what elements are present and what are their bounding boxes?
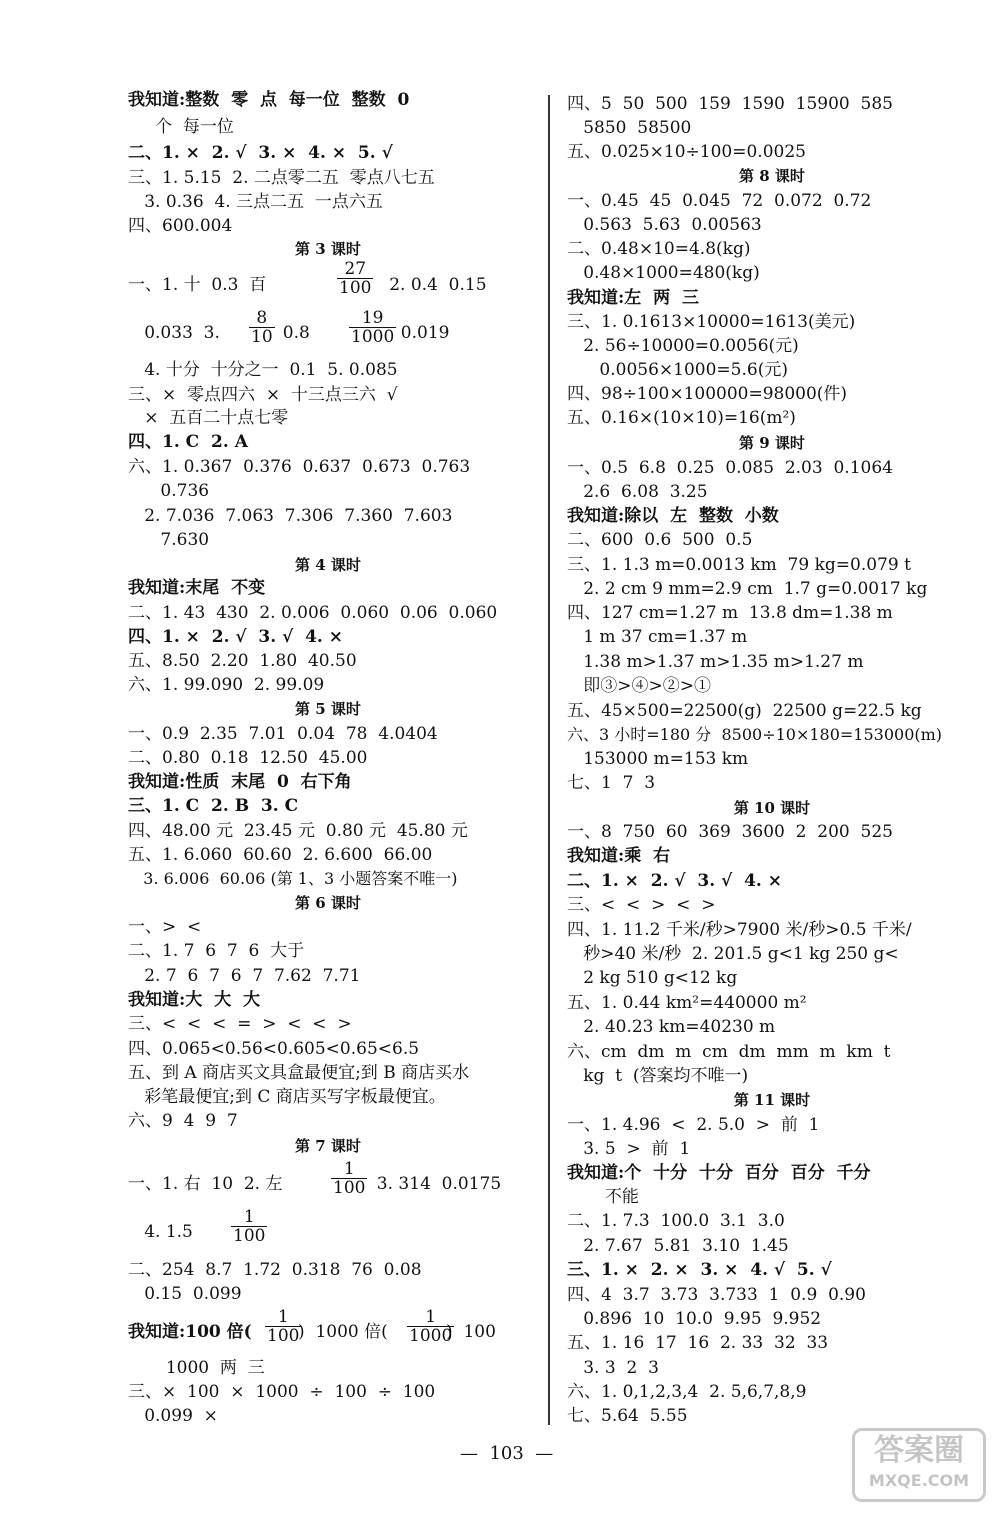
text-line: 个 每一位 <box>128 117 234 137</box>
text-line: 四、1. × 2. √ 3. √ 4. × <box>128 627 344 647</box>
text-line: ) 100 <box>446 1322 496 1342</box>
text-line: 2. 7 6 7 6 7 7.62 7.71 <box>128 966 361 986</box>
text-line: 五、0.025×10÷100=0.0025 <box>567 142 806 162</box>
text-line: 7.630 <box>128 530 210 550</box>
page-number: — 103 — <box>460 1443 554 1464</box>
text-line: 即③>④>②>① <box>567 676 711 696</box>
text-line: 五、0.16×(10×10)=16(m²) <box>567 408 796 428</box>
text-line: 三、× 零点四六 × 十三点三六 √ <box>128 385 398 405</box>
text-line: 二、1. 43 430 2. 0.006 0.060 0.06 0.060 <box>128 603 498 623</box>
text-line: 二、1. × 2. √ 3. × 4. × 5. √ <box>128 143 393 163</box>
fraction: $\frac{27}{100}$ <box>339 259 372 298</box>
text-line: 0.019 <box>390 323 450 343</box>
text-line: 六、1. 99.090 2. 99.09 <box>128 675 325 695</box>
text-line: 五、1. 16 17 16 2. 33 32 33 <box>567 1333 829 1353</box>
text-line: 五、45×500=22500(g) 22500 g=22.5 kg <box>567 701 922 721</box>
text-line: 4. 十分 十分之一 0.1 5. 0.085 <box>128 360 398 380</box>
text-line: 我知道:性质 末尾 0 右下角 <box>128 772 352 792</box>
text-line: 一、8 750 60 369 3600 2 200 525 <box>567 822 893 842</box>
text-line: 2. 56÷10000=0.0056(元) <box>567 336 799 356</box>
text-line: 0.8 <box>272 323 310 343</box>
text-line: 3. 0.36 4. 三点二五 一点六五 <box>128 192 383 212</box>
text-line: 一、> < <box>128 917 202 937</box>
text-line: 三、< < < = > < < > <box>128 1014 352 1034</box>
text-line: 四、600.004 <box>128 216 233 236</box>
text-line: 一、0.45 45 0.045 72 0.072 0.72 <box>567 191 872 211</box>
fraction: $\frac{1}{100}$ <box>333 1159 366 1198</box>
text-line: 六、1. 0.367 0.376 0.637 0.673 0.763 <box>128 457 471 477</box>
section-heading: 第 10 课时 <box>733 799 811 817</box>
text-line: 我知道:大 大 大 <box>128 990 260 1010</box>
text-line: 1000 两 三 <box>128 1358 265 1378</box>
text-line: 3. 314 0.0175 <box>366 1174 502 1194</box>
text-line: 3. 5 > 前 1 <box>567 1139 691 1159</box>
text-line: 四、5 50 500 159 1590 15900 585 <box>567 94 893 114</box>
watermark-logo <box>852 1428 986 1502</box>
fraction: $\frac{1}{100}$ <box>233 1207 266 1246</box>
text-line: 0.0056×1000=5.6(元) <box>567 360 788 380</box>
watermark-text: 答案圈 <box>874 1433 964 1468</box>
watermark-url: MXQE.COM <box>868 1471 970 1490</box>
text-line: 0.736 <box>128 481 210 501</box>
text-line: 153000 m=153 km <box>567 749 749 769</box>
text-line: 2.6 6.08 3.25 <box>567 482 708 502</box>
text-line: 六、3 小时=180 分 8500÷10×180=153000(m) <box>567 725 943 744</box>
text-line: 不能 <box>567 1187 639 1207</box>
text-line: 五、1. 0.44 km²=440000 m² <box>567 993 807 1013</box>
text-line: 我知道:个 十分 十分 百分 百分 千分 <box>567 1163 871 1183</box>
text-line: 0.48×1000=480(kg) <box>567 263 760 283</box>
text-line: 2. 0.4 0.15 <box>373 275 487 295</box>
text-line: 四、1. 11.2 千米/秒>7900 米/秒>0.5 千米/ <box>567 920 912 940</box>
text-line: 2. 7.036 7.063 7.306 7.360 7.603 <box>128 506 453 526</box>
section-heading: 第 3 课时 <box>295 240 361 258</box>
text-line: 一、1. 右 10 2. 左 <box>128 1174 283 1194</box>
text-line: 二、1. × 2. √ 3. √ 4. × <box>567 871 783 891</box>
text-line: 三、1. 1.3 m=0.0013 km 79 kg=0.079 t <box>567 555 911 575</box>
text-line: 五、1. 6.060 60.60 2. 6.600 66.00 <box>128 845 433 865</box>
section-heading: 第 6 课时 <box>295 894 361 912</box>
text-line: 我知道:左 两 三 <box>567 288 699 308</box>
text-line: 彩笔最便宜;到 C 商店买写字板最便宜。 <box>128 1087 446 1107</box>
text-line: 0.15 0.099 <box>128 1284 242 1304</box>
text-line: 3. 3 2 3 <box>567 1358 659 1378</box>
text-line: 六、9 4 9 7 <box>128 1111 238 1131</box>
text-line: 我知道:100 倍( <box>128 1322 252 1342</box>
text-line: 四、4 3.7 3.73 3.733 1 0.9 0.90 <box>567 1285 866 1305</box>
text-line: 二、1. 7.3 100.0 3.1 3.0 <box>567 1211 785 1231</box>
fraction: $\frac{1}{1000}$ <box>409 1307 453 1346</box>
text-line: 一、1. 4.96 < 2. 5.0 > 前 1 <box>567 1115 820 1135</box>
text-line: 五、到 A 商店买文具盒最便宜;到 B 商店买水 <box>128 1063 470 1083</box>
text-line: 3. 6.006 60.06 (第 1、3 小题答案不唯一) <box>128 869 458 888</box>
text-line: × 五百二十点七零 <box>128 408 289 428</box>
text-line: 四、98÷100×100000=98000(件) <box>567 384 848 404</box>
section-heading: 第 9 课时 <box>739 434 805 452</box>
text-line: ) 1000 倍( <box>298 1322 388 1342</box>
text-line: 0.033 3. <box>128 323 220 343</box>
section-heading: 第 11 课时 <box>733 1091 811 1109</box>
text-line: 三、1. × 2. × 3. × 4. √ 5. √ <box>567 1260 832 1280</box>
section-heading: 第 7 课时 <box>295 1137 361 1155</box>
text-line: 2. 7.67 5.81 3.10 1.45 <box>567 1236 789 1256</box>
text-line: 二、0.48×10=4.8(kg) <box>567 239 751 259</box>
text-line: 七、1 7 3 <box>567 773 656 793</box>
text-line: 4. 1.5 <box>128 1222 193 1242</box>
text-line: 三、× 100 × 1000 ÷ 100 ÷ 100 <box>128 1382 436 1402</box>
text-line: 2 kg 510 g<12 kg <box>567 968 738 988</box>
text-line: 秒>40 米/秒 2. 201.5 g<1 kg 250 g< <box>567 944 899 964</box>
text-line: 四、0.065<0.56<0.605<0.65<6.5 <box>128 1039 420 1059</box>
fraction: $\frac{19}{1000}$ <box>351 308 395 347</box>
fraction: $\frac{8}{10}$ <box>251 308 273 347</box>
text-line: 二、1. 7 6 7 6 大于 <box>128 941 305 961</box>
text-line: 三、1. 5.15 2. 二点零二五 零点八七五 <box>128 168 435 188</box>
section-heading: 第 5 课时 <box>295 700 361 718</box>
text-line: 0.896 10 10.0 9.95 9.952 <box>567 1309 822 1329</box>
text-line: 1.38 m>1.37 m>1.35 m>1.27 m <box>567 652 864 672</box>
text-line: 一、0.9 2.35 7.01 0.04 78 4.0404 <box>128 724 438 744</box>
text-line: 三、1. 0.1613×10000=1613(美元) <box>567 312 856 332</box>
text-line: 三、1. C 2. B 3. C <box>128 796 299 816</box>
section-heading: 第 8 课时 <box>739 167 805 185</box>
text-line: 0.563 5.63 0.00563 <box>567 215 762 235</box>
text-line: 一、1. 十 0.3 百 <box>128 275 267 295</box>
text-line: 七、5.64 5.55 <box>567 1406 688 1426</box>
text-line: 二、0.80 0.18 12.50 45.00 <box>128 748 368 768</box>
text-line: 一、0.5 6.8 0.25 0.085 2.03 0.1064 <box>567 458 893 478</box>
text-line: 1 m 37 cm=1.37 m <box>567 627 748 647</box>
text-line: kg t (答案均不唯一) <box>567 1066 749 1086</box>
section-heading: 第 4 课时 <box>295 556 361 574</box>
column-divider <box>548 95 550 1425</box>
text-line: 我知道:整数 零 点 每一位 整数 0 <box>128 90 410 110</box>
text-line: 2. 2 cm 9 mm=2.9 cm 1.7 g=0.0017 kg <box>567 579 928 599</box>
text-line: 四、48.00 元 23.45 元 0.80 元 45.80 元 <box>128 821 468 841</box>
text-line: 五、8.50 2.20 1.80 40.50 <box>128 651 357 671</box>
text-line: 四、127 cm=1.27 m 13.8 dm=1.38 m <box>567 603 893 623</box>
text-line: 二、600 0.6 500 0.5 <box>567 530 753 550</box>
text-line: 2. 40.23 km=40230 m <box>567 1017 776 1037</box>
text-line: 0.099 × <box>128 1406 218 1426</box>
text-line: 我知道:乘 右 <box>567 846 671 866</box>
text-line: 我知道:除以 左 整数 小数 <box>567 506 779 526</box>
text-line: 六、cm dm m cm dm mm m km t <box>567 1042 891 1062</box>
text-line: 四、1. C 2. A <box>128 432 248 452</box>
text-line: 六、1. 0,1,2,3,4 2. 5,6,7,8,9 <box>567 1382 807 1402</box>
text-line: 三、< < > < > <box>567 895 716 915</box>
text-line: 我知道:末尾 不变 <box>128 578 266 598</box>
fraction: $\frac{1}{100}$ <box>267 1307 300 1346</box>
text-line: 5850 58500 <box>567 118 692 138</box>
text-line: 二、254 8.7 1.72 0.318 76 0.08 <box>128 1260 422 1280</box>
